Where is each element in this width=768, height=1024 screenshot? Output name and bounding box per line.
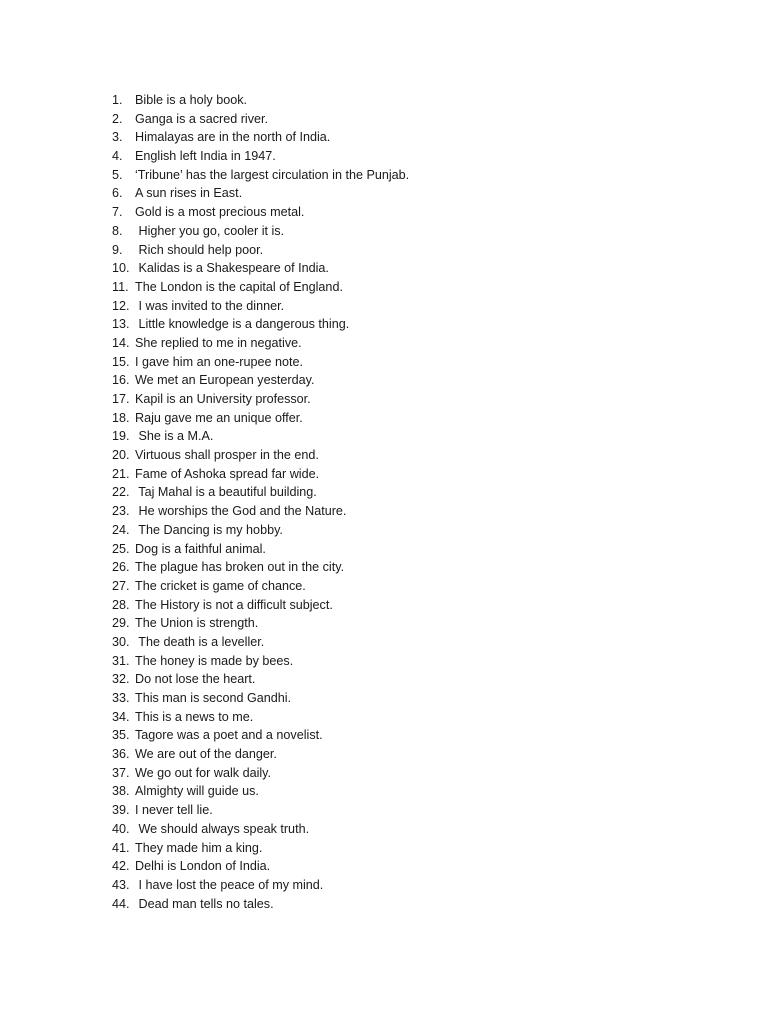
list-item-number: 16. bbox=[112, 373, 130, 388]
list-item-text: She replied to me in negative. bbox=[135, 335, 302, 350]
list-item-text: Delhi is London of India. bbox=[135, 859, 271, 874]
list-item-number: 8. bbox=[112, 223, 123, 238]
list-item-number: 2. bbox=[112, 111, 123, 126]
list-item-text: Kapil is an University professor. bbox=[135, 392, 311, 406]
list-item bbox=[112, 614, 409, 633]
list-item bbox=[112, 726, 409, 745]
list-item bbox=[112, 315, 409, 334]
list-item-text: The death is a leveller. bbox=[135, 634, 265, 649]
list-item-number: 14. bbox=[112, 335, 130, 350]
list-item-text: Ganga is a sacred river. bbox=[135, 111, 268, 126]
list-item bbox=[112, 876, 409, 895]
list-item-text: Fame of Ashoka spread far wide. bbox=[135, 466, 320, 481]
list-item-number: 41. bbox=[112, 840, 130, 855]
list-item bbox=[112, 241, 409, 260]
list-item-number: 15. bbox=[112, 354, 130, 369]
list-item-number: 35. bbox=[112, 728, 130, 743]
list-item-number: 4. bbox=[112, 149, 123, 164]
list-item-number: 12. bbox=[112, 298, 130, 313]
list-item bbox=[112, 820, 409, 839]
list-item bbox=[112, 110, 409, 129]
list-item-number: 21. bbox=[112, 466, 130, 481]
list-item bbox=[112, 633, 409, 652]
list-item-number: 13. bbox=[112, 317, 130, 332]
list-item-number: 11. bbox=[112, 279, 129, 294]
list-item-text: I was invited to the dinner. bbox=[135, 298, 285, 313]
list-item bbox=[112, 427, 409, 446]
list-item-number: 26. bbox=[112, 560, 130, 575]
list-item-number: 38. bbox=[112, 784, 130, 799]
list-item bbox=[112, 128, 409, 147]
list-item-number: 5. bbox=[112, 167, 123, 182]
list-item-text: The History is not a difficult subject. bbox=[135, 597, 333, 612]
list-item bbox=[112, 745, 409, 764]
list-item bbox=[112, 409, 409, 428]
list-item bbox=[112, 390, 409, 409]
list-item-number: 34. bbox=[112, 709, 130, 724]
list-item-text: Tagore was a poet and a novelist. bbox=[135, 728, 323, 743]
list-item bbox=[112, 483, 409, 502]
list-item-text: Himalayas are in the north of India. bbox=[135, 130, 331, 145]
list-item-text: English left India in 1947. bbox=[135, 149, 276, 164]
list-item-text: ‘Tribune’ has the largest circulation in the Punjab. bbox=[135, 167, 410, 182]
list-item bbox=[112, 521, 409, 540]
list-item bbox=[112, 465, 409, 484]
list-item-number: 29. bbox=[112, 616, 130, 631]
list-item-text: We go out for walk daily. bbox=[135, 765, 272, 780]
list-item-number: 10. bbox=[112, 261, 130, 276]
list-item-number: 30. bbox=[112, 634, 130, 649]
list-item bbox=[112, 446, 409, 465]
list-item-text: We should always speak truth. bbox=[135, 821, 310, 836]
list-item-text: Virtuous shall prosper in the end. bbox=[135, 448, 319, 463]
list-item-number: 43. bbox=[112, 877, 130, 892]
list-item bbox=[112, 670, 409, 689]
list-item-number: 40. bbox=[112, 821, 130, 836]
list-item-text: Kalidas is a Shakespeare of India. bbox=[135, 261, 329, 276]
list-item-text: The cricket is game of chance. bbox=[135, 578, 306, 593]
list-item bbox=[112, 708, 409, 727]
list-item-text: Dead man tells no tales. bbox=[135, 896, 274, 911]
list-item-number: 19. bbox=[112, 429, 130, 444]
list-item-number: 18. bbox=[112, 410, 130, 425]
list-item-number: 22. bbox=[112, 485, 130, 500]
list-item-text: I have lost the peace of my mind. bbox=[135, 877, 324, 892]
list-item-text: Do not lose the heart. bbox=[135, 672, 256, 687]
list-item bbox=[112, 91, 409, 110]
list-item bbox=[112, 297, 409, 316]
list-item bbox=[112, 596, 409, 615]
list-item-text: This is a news to me. bbox=[135, 709, 254, 724]
list-item-text: We met an European yesterday. bbox=[135, 373, 315, 388]
list-item-text: The honey is made by bees. bbox=[135, 653, 294, 668]
list-item-number: 39. bbox=[112, 803, 130, 818]
list-item-number: 1. bbox=[112, 93, 123, 107]
list-item bbox=[112, 764, 409, 783]
list-item bbox=[112, 353, 409, 372]
list-item bbox=[112, 334, 409, 353]
list-item-number: 17. bbox=[112, 392, 130, 406]
list-item-number: 33. bbox=[112, 691, 130, 705]
list-item bbox=[112, 540, 409, 559]
list-item bbox=[112, 577, 409, 596]
list-item-text: Gold is a most precious metal. bbox=[135, 205, 305, 220]
list-item-number: 31. bbox=[112, 653, 130, 668]
list-item-number: 20. bbox=[112, 448, 130, 463]
list-item-text: Little knowledge is a dangerous thing. bbox=[135, 317, 350, 332]
list-item-number: 44. bbox=[112, 896, 130, 911]
list-item-text: The Dancing is my hobby. bbox=[135, 522, 283, 537]
list-item bbox=[112, 203, 409, 222]
list-item-number: 28. bbox=[112, 597, 130, 612]
list-item-number: 24. bbox=[112, 522, 130, 537]
list-item bbox=[112, 259, 409, 278]
list-item-text: The London is the capital of England. bbox=[135, 279, 343, 294]
list-item bbox=[112, 895, 409, 914]
list-item-number: 32. bbox=[112, 672, 130, 687]
list-item-text: Dog is a faithful animal. bbox=[135, 541, 266, 556]
list-item bbox=[112, 857, 409, 876]
list-item-text: The plague has broken out in the city. bbox=[135, 560, 345, 575]
list-item-number: 7. bbox=[112, 205, 123, 220]
list-item-text: A sun rises in East. bbox=[135, 186, 243, 201]
list-item-text: I never tell lie. bbox=[135, 803, 213, 818]
list-item-number: 27. bbox=[112, 578, 130, 593]
list-item bbox=[112, 689, 409, 708]
list-item bbox=[112, 801, 409, 820]
list-item-number: 37. bbox=[112, 765, 130, 780]
list-item bbox=[112, 839, 409, 858]
list-item-text: Rich should help poor. bbox=[135, 242, 264, 257]
list-item bbox=[112, 147, 409, 166]
sentence-list bbox=[112, 91, 409, 913]
list-item-text: This man is second Gandhi. bbox=[135, 691, 292, 705]
list-item-text: Higher you go, cooler it is. bbox=[135, 223, 285, 238]
list-item bbox=[112, 558, 409, 577]
list-item-text: Almighty will guide us. bbox=[135, 784, 259, 799]
list-item-number: 6. bbox=[112, 186, 123, 201]
list-item bbox=[112, 652, 409, 671]
list-item bbox=[112, 371, 409, 390]
list-item-text: The Union is strength. bbox=[135, 616, 259, 631]
list-item-number: 42. bbox=[112, 859, 130, 874]
list-item-number: 9. bbox=[112, 242, 123, 257]
list-item-number: 3. bbox=[112, 130, 123, 145]
list-item bbox=[112, 184, 409, 203]
list-item-text: They made him a king. bbox=[135, 840, 263, 855]
list-item-text: He worships the God and the Nature. bbox=[135, 504, 347, 519]
list-item bbox=[112, 502, 409, 521]
list-item-text: Raju gave me an unique offer. bbox=[135, 410, 303, 425]
list-item-number: 36. bbox=[112, 747, 130, 762]
list-item bbox=[112, 166, 409, 185]
list-item-number: 23. bbox=[112, 504, 130, 519]
list-item-text: Bible is a holy book. bbox=[135, 93, 248, 107]
list-item-text: She is a M.A. bbox=[135, 429, 214, 444]
list-item-text: We are out of the danger. bbox=[135, 747, 277, 762]
list-item-number: 25. bbox=[112, 541, 130, 556]
list-item bbox=[112, 222, 409, 241]
list-item-text: I gave him an one-rupee note. bbox=[135, 354, 304, 369]
list-item bbox=[112, 782, 409, 801]
list-item bbox=[112, 278, 409, 297]
list-item-text: Taj Mahal is a beautiful building. bbox=[135, 485, 317, 500]
